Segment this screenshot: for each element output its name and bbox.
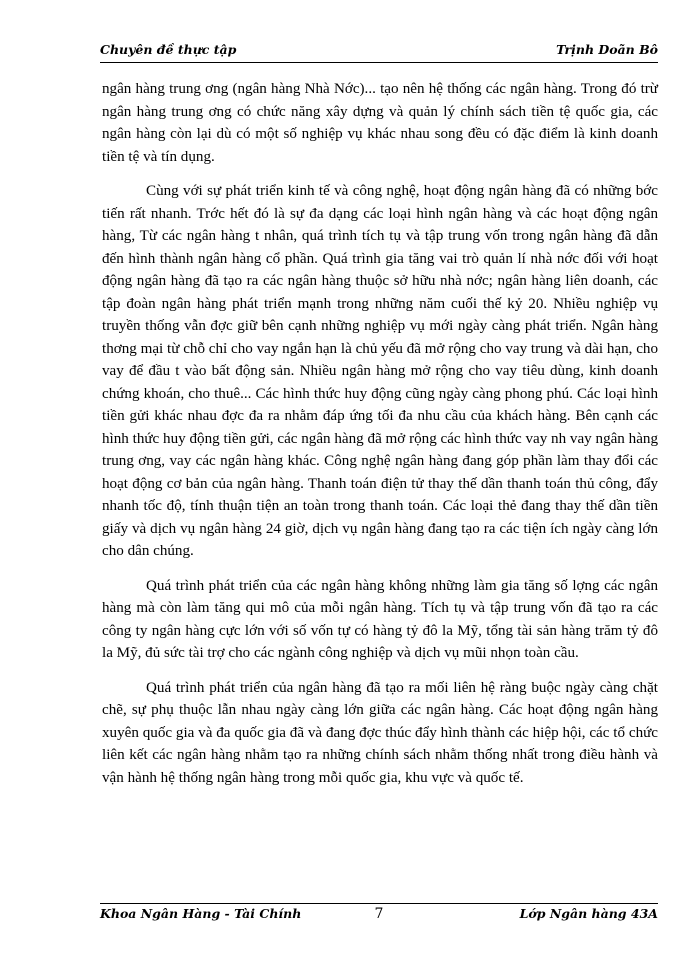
page-footer bbox=[100, 903, 658, 934]
footer-right-text: Lớp Ngân hàng 43A bbox=[519, 906, 658, 921]
header-left-text: Chuyên đề thực tập bbox=[100, 42, 237, 57]
paragraph-1: ngân hàng trung ơng (ngân hàng Nhà Nớc)... tạo nên hệ thống các ngân hàng. Trong đó trừ ngân hàng trung ơng có chức năng xây dựng và quản lý chính sách tiền tệ quốc gia, các ngân hàng còn lại dù có một số nghiệp vụ khác nhau song đều có đặc điểm là kinh doanh tiền tệ và tín dụng. bbox=[102, 81, 658, 165]
page-number: 7 bbox=[374, 906, 384, 922]
page-header bbox=[100, 40, 658, 63]
footer-left-text: Khoa Ngân Hàng - Tài Chính bbox=[100, 906, 302, 921]
paragraph-2: Cùng với sự phát triển kinh tế và công nghệ, hoạt động ngân hàng đã có những bớc tiến rất nhanh. Trớc hết đó là sự đa dạng các loại hình ngân hàng và các hoạt động ngân hàng, Từ các ngân hàng t nhân, quá trình tích tụ và tập trung vốn trong ngân hàng đã dẫn đến hình thành ngân hàng cổ phần. Quá trình gia tăng vai trò quản lí nhà nớc đối với hoạt động ngân hàng đã tạo ra các ngân hàng thuộc sở hữu nhà nớc; ngân hàng liên doanh, các tập đoàn ngân hàng phát triển mạnh trong những năm cuối thế kỷ 20. Nhiều nghiệp vụ truyền thống vẫn đợc giữ bên cạnh những nghiệp vụ mới ngày càng phát triển. Ngân hàng thơng mại từ chỗ chỉ cho vay ngắn hạn là chủ yếu đã mở rộng cho vay trung và dài hạn, cho vay để đầu t vào bất động sản. Nhiều ngân hàng mở rộng cho vay tiêu dùng, kinh doanh chứng khoán, cho thuê... Các hình thức huy động cũng ngày càng phong phú. Các loại hình tiền gửi khác nhau đợc đa ra nhằm đáp ứng tối đa nhu cầu của khách hàng. Bên cạnh các hình thức huy động tiền gửi, các ngân hàng đã mở rộng các hình thức vay nh vay ngân hàng trung ơng, vay các ngân hàng khác. Công nghệ ngân hàng đang góp phần làm thay đổi các hoạt động cơ bản của ngân hàng. Thanh toán điện tử thay thế dần thanh toán thủ công, đẩy nhanh tốc độ, tính thuận tiện an toàn trong thanh toán. Các loại thẻ đang thay thế dần tiền giấy và dịch vụ ngân hàng 24 giờ, dịch vụ ngân hàng đang tạo ra các tiện ích ngày càng lớn cho dân chúng. bbox=[102, 183, 658, 559]
document-body bbox=[102, 78, 658, 801]
header-right-text: Trịnh Doãn Bô bbox=[556, 42, 658, 57]
paragraph-3: Quá trình phát triển của các ngân hàng không những làm gia tăng số lợng các ngân hàng mà còn làm tăng qui mô của mỗi ngân hàng. Tích tụ và tập trung vốn đã tạo ra các công ty ngân hàng cực lớn với số vốn tự có hàng tỷ đô la Mỹ, tổng tài sản hàng trăm tỷ đô la Mỹ, đủ sức tài trợ cho các ngành công nghiệp và dịch vụ mũi nhọn toàn cầu. bbox=[102, 577, 658, 661]
paragraph-4: Quá trình phát triển của ngân hàng đã tạo ra mối liên hệ ràng buộc ngày càng chặt chẽ, sự phụ thuộc lẫn nhau ngày càng lớn giữa các ngân hàng. Các hoạt động ngân hàng xuyên quốc gia và đa quốc gia đã và đang đợc thúc đẩy hình thành các hiệp hội, các tổ chức liên kết các ngân hàng nhằm tạo ra những chính sách nhằm thống nhất trong điều hành và vận hành hệ thống ngân hàng trong mỗi quốc gia, khu vực và quốc tế. bbox=[102, 679, 658, 786]
